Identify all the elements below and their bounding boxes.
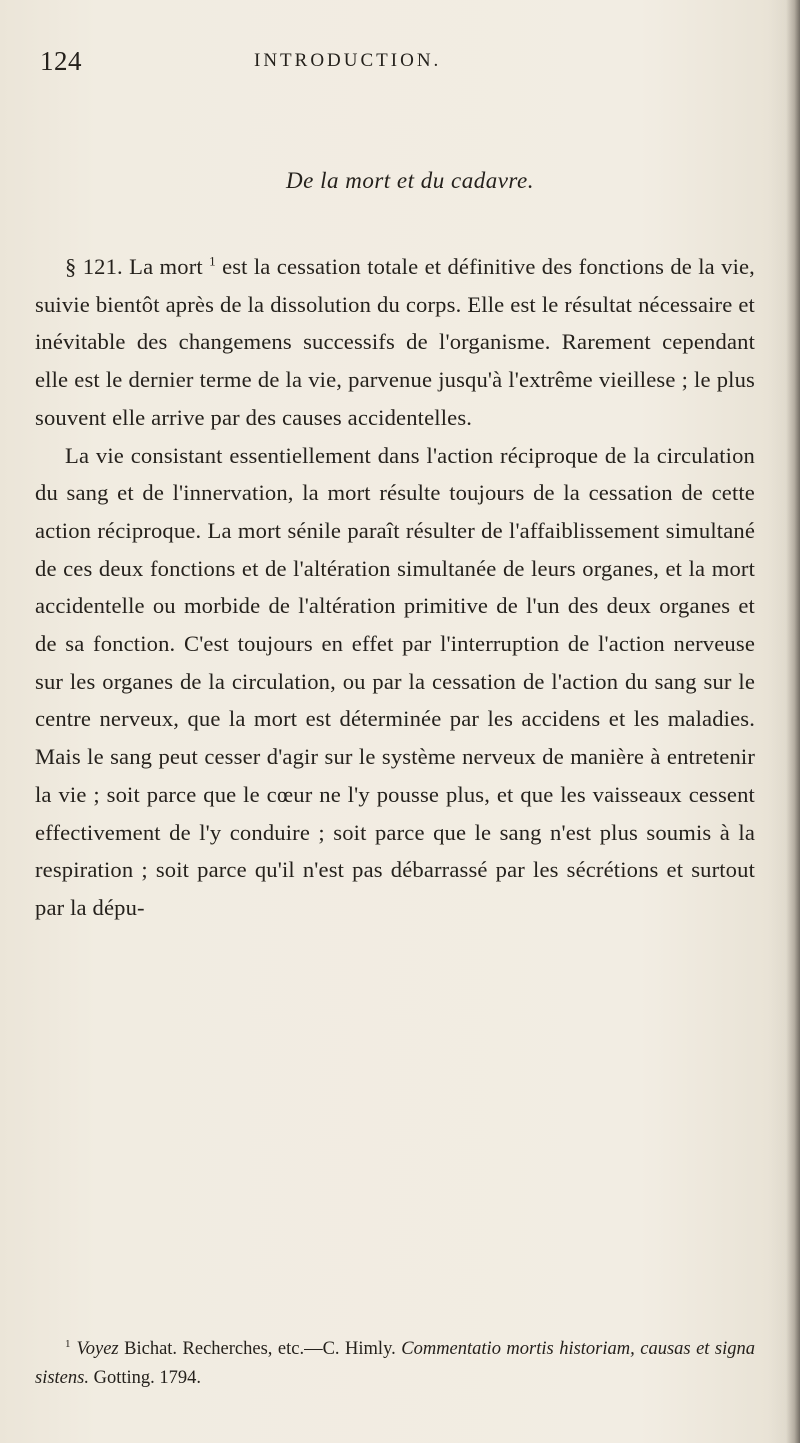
paragraph-2: La vie consistant essentiellement dans l'action réciproque de la circulation du sang et de l'innervation, la mort résulte toujours de la cessation de cette action réciproque. La mort sénile paraît résulter de l'affaiblissement simultané de ces deux fonctions et de l'altération simultanée de leurs organes, et la mort accidentelle ou morbide de l'altération primitive de l'un des deux organes et de sa fonction. C'est toujours en effet par l'interruption de l'action nerveuse sur les organes de la circulation, ou par la cessation de l'action du sang sur le centre nerveux, que la mort est déterminée par les accidens et les maladies. Mais le sang peut cesser d'agir sur le système nerveux de manière à entretenir la vie ; soit parce que le cœur ne l'y pousse plus, et que les vaisseaux cessent effectivement de l'y conduire ; soit parce que le sang n'est plus soumis à la respiration ; soit parce qu'il n'est pas débarrassé par les sécrétions et surtout par la dépu- <box>35 442 755 920</box>
footnote-voyez: Voyez <box>76 1339 119 1359</box>
section-heading: De la mort et du cadavre. <box>286 168 534 193</box>
paragraph-1-text: est la cessation totale et définitive des fonctions de la vie, suivie bientôt après de la dissolution du corps. Elle est le résultat nécessaire et inévitable des changemens successifs de l'organisme. Rarement cependant elle est le dernier terme de la vie, parvenue jusqu'à l'extrême vieillese ; le plus souvent elle arrive par des causes accidentelles. <box>35 254 755 430</box>
page-edge-shadow <box>786 0 800 1443</box>
footnote-text-2: Gotting. 1794. <box>93 1368 201 1388</box>
footnote <box>35 1335 755 1393</box>
footnote-mark: 1 <box>65 1337 71 1350</box>
body-text <box>35 248 755 927</box>
running-head: INTRODUCTION. <box>254 50 442 71</box>
section-mark: § 121. <box>65 254 123 279</box>
paragraph-1-start: La mort <box>129 254 203 279</box>
footnote-title: Commentatio mortis historiam, causas et signa sistens. <box>35 1339 756 1388</box>
paragraph-1 <box>35 248 755 437</box>
page-number: 124 <box>40 46 82 76</box>
footnote-text-1: Bichat. Recherches, etc.—C. Himly. <box>124 1339 396 1359</box>
footnote-reference[interactable]: 1 <box>209 253 216 269</box>
